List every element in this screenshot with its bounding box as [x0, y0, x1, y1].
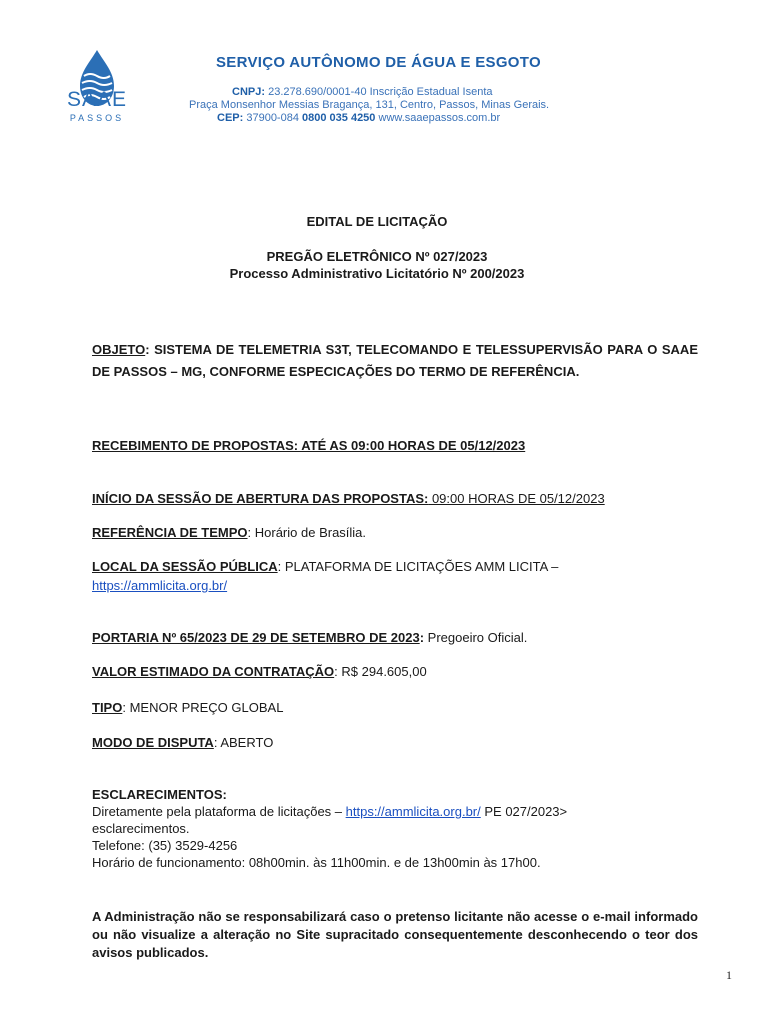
edital-title: EDITAL DE LICITAÇÃO — [306, 214, 448, 229]
contact-line — [217, 111, 500, 125]
inicio-sessao — [92, 489, 698, 508]
inicio-value: 09:00 HORAS DE 05/12/2023 — [428, 491, 605, 506]
processo-title: Processo Administrativo Licitatório Nº 200/2023 — [229, 266, 525, 281]
recebimento-propostas — [92, 436, 698, 455]
modo-disputa — [92, 733, 698, 752]
cnpj-value: 23.278.690/0001-40 Inscrição Estadual Isenta — [268, 86, 493, 98]
portaria-colon: : — [419, 630, 425, 645]
esclarecimentos-label: ESCLARECIMENTOS: — [92, 787, 227, 802]
logo-text: SAAE — [66, 88, 128, 111]
tipo — [92, 698, 698, 717]
local-label: LOCAL DA SESSÃO PÚBLICA — [92, 559, 278, 574]
referencia-tempo — [92, 523, 698, 542]
valor-label: VALOR ESTIMADO DA CONTRATAÇÃO — [92, 664, 335, 679]
esclarecimentos-section — [92, 786, 698, 871]
tipo-value: : MENOR PREÇO GLOBAL — [122, 700, 284, 715]
valor-estimado — [92, 662, 698, 681]
pregao-title: PREGÃO ELETRÔNICO Nº 027/2023 — [266, 249, 488, 264]
portaria-value: Pregoeiro Oficial. — [424, 630, 528, 645]
portaria-label: PORTARIA Nº 65/2023 DE 29 DE SETEMBRO DE 2023 — [92, 630, 420, 645]
valor-value: : R$ 294.605,00 — [334, 664, 427, 679]
portaria — [92, 628, 698, 647]
referencia-label: REFERÊNCIA DE TEMPO — [92, 525, 248, 540]
phone-number: 0800 035 4250 — [302, 112, 376, 124]
objeto-label: OBJETO — [92, 342, 146, 357]
recebimento-text: RECEBIMENTO DE PROPOSTAS: ATÉ AS 09:00 HORAS DE 05/12/2023 — [92, 438, 526, 453]
organization-name: SERVIÇO AUTÔNOMO DE ÁGUA E ESGOTO — [216, 54, 541, 71]
local-value: : PLATAFORMA DE LICITAÇÕES AMM LICITA – — [277, 559, 559, 574]
tipo-label: TIPO — [92, 700, 123, 715]
cep-label: CEP: — [217, 112, 244, 124]
cep-value: 37900-084 — [246, 112, 299, 124]
aviso-administracao: A Administração não se responsabilizará caso o pretenso licitante não acesse o e-mail informado ou não visualize a alteração no Site supracitado consequentemente desconhecendo o teor dos avisos publicados. — [92, 909, 698, 960]
inicio-label: INÍCIO DA SESSÃO DE ABERTURA DAS PROPOSTAS: — [92, 491, 429, 506]
esclarecimentos-line1-post: PE 027/2023> — [480, 804, 568, 819]
local-sessao — [92, 557, 698, 595]
referencia-value: : Horário de Brasília. — [247, 525, 367, 540]
esclarecimentos-line1-pre: Diretamente pela plataforma de licitações – — [92, 804, 346, 819]
objeto-text: : SISTEMA DE TELEMETRIA S3T, TELECOMANDO E TELESSUPERVISÃO PARA O SAAE DE PASSOS – MG, CONFORME ESPECICAÇÕES DO TERMO DE REFERÊNCIA. — [92, 342, 698, 379]
esclarecimentos-link[interactable]: https://ammlicita.org.br/ — [345, 804, 481, 819]
modo-label: MODO DE DISPUTA — [92, 735, 214, 750]
address-line: Praça Monsenhor Messias Bragança, 131, Centro, Passos, Minas Gerais. — [189, 99, 550, 111]
cnpj-line — [232, 85, 493, 99]
ammlicita-link[interactable]: https://ammlicita.org.br/ — [92, 578, 228, 593]
page-number: 1 — [726, 968, 732, 982]
horario-line: Horário de funcionamento: 08h00min. às 11h00min. e de 13h00min às 17h00. — [92, 855, 541, 870]
objeto-paragraph — [92, 339, 698, 383]
telefone-line: Telefone: (35) 3529-4256 — [92, 838, 238, 853]
cnpj-label: CNPJ: — [232, 86, 266, 98]
esclarecimentos-line2: esclarecimentos. — [92, 821, 190, 836]
logo-subtext: PASSOS — [69, 113, 125, 123]
website[interactable]: www.saaepassos.com.br — [378, 112, 501, 124]
modo-value: : ABERTO — [213, 735, 274, 750]
